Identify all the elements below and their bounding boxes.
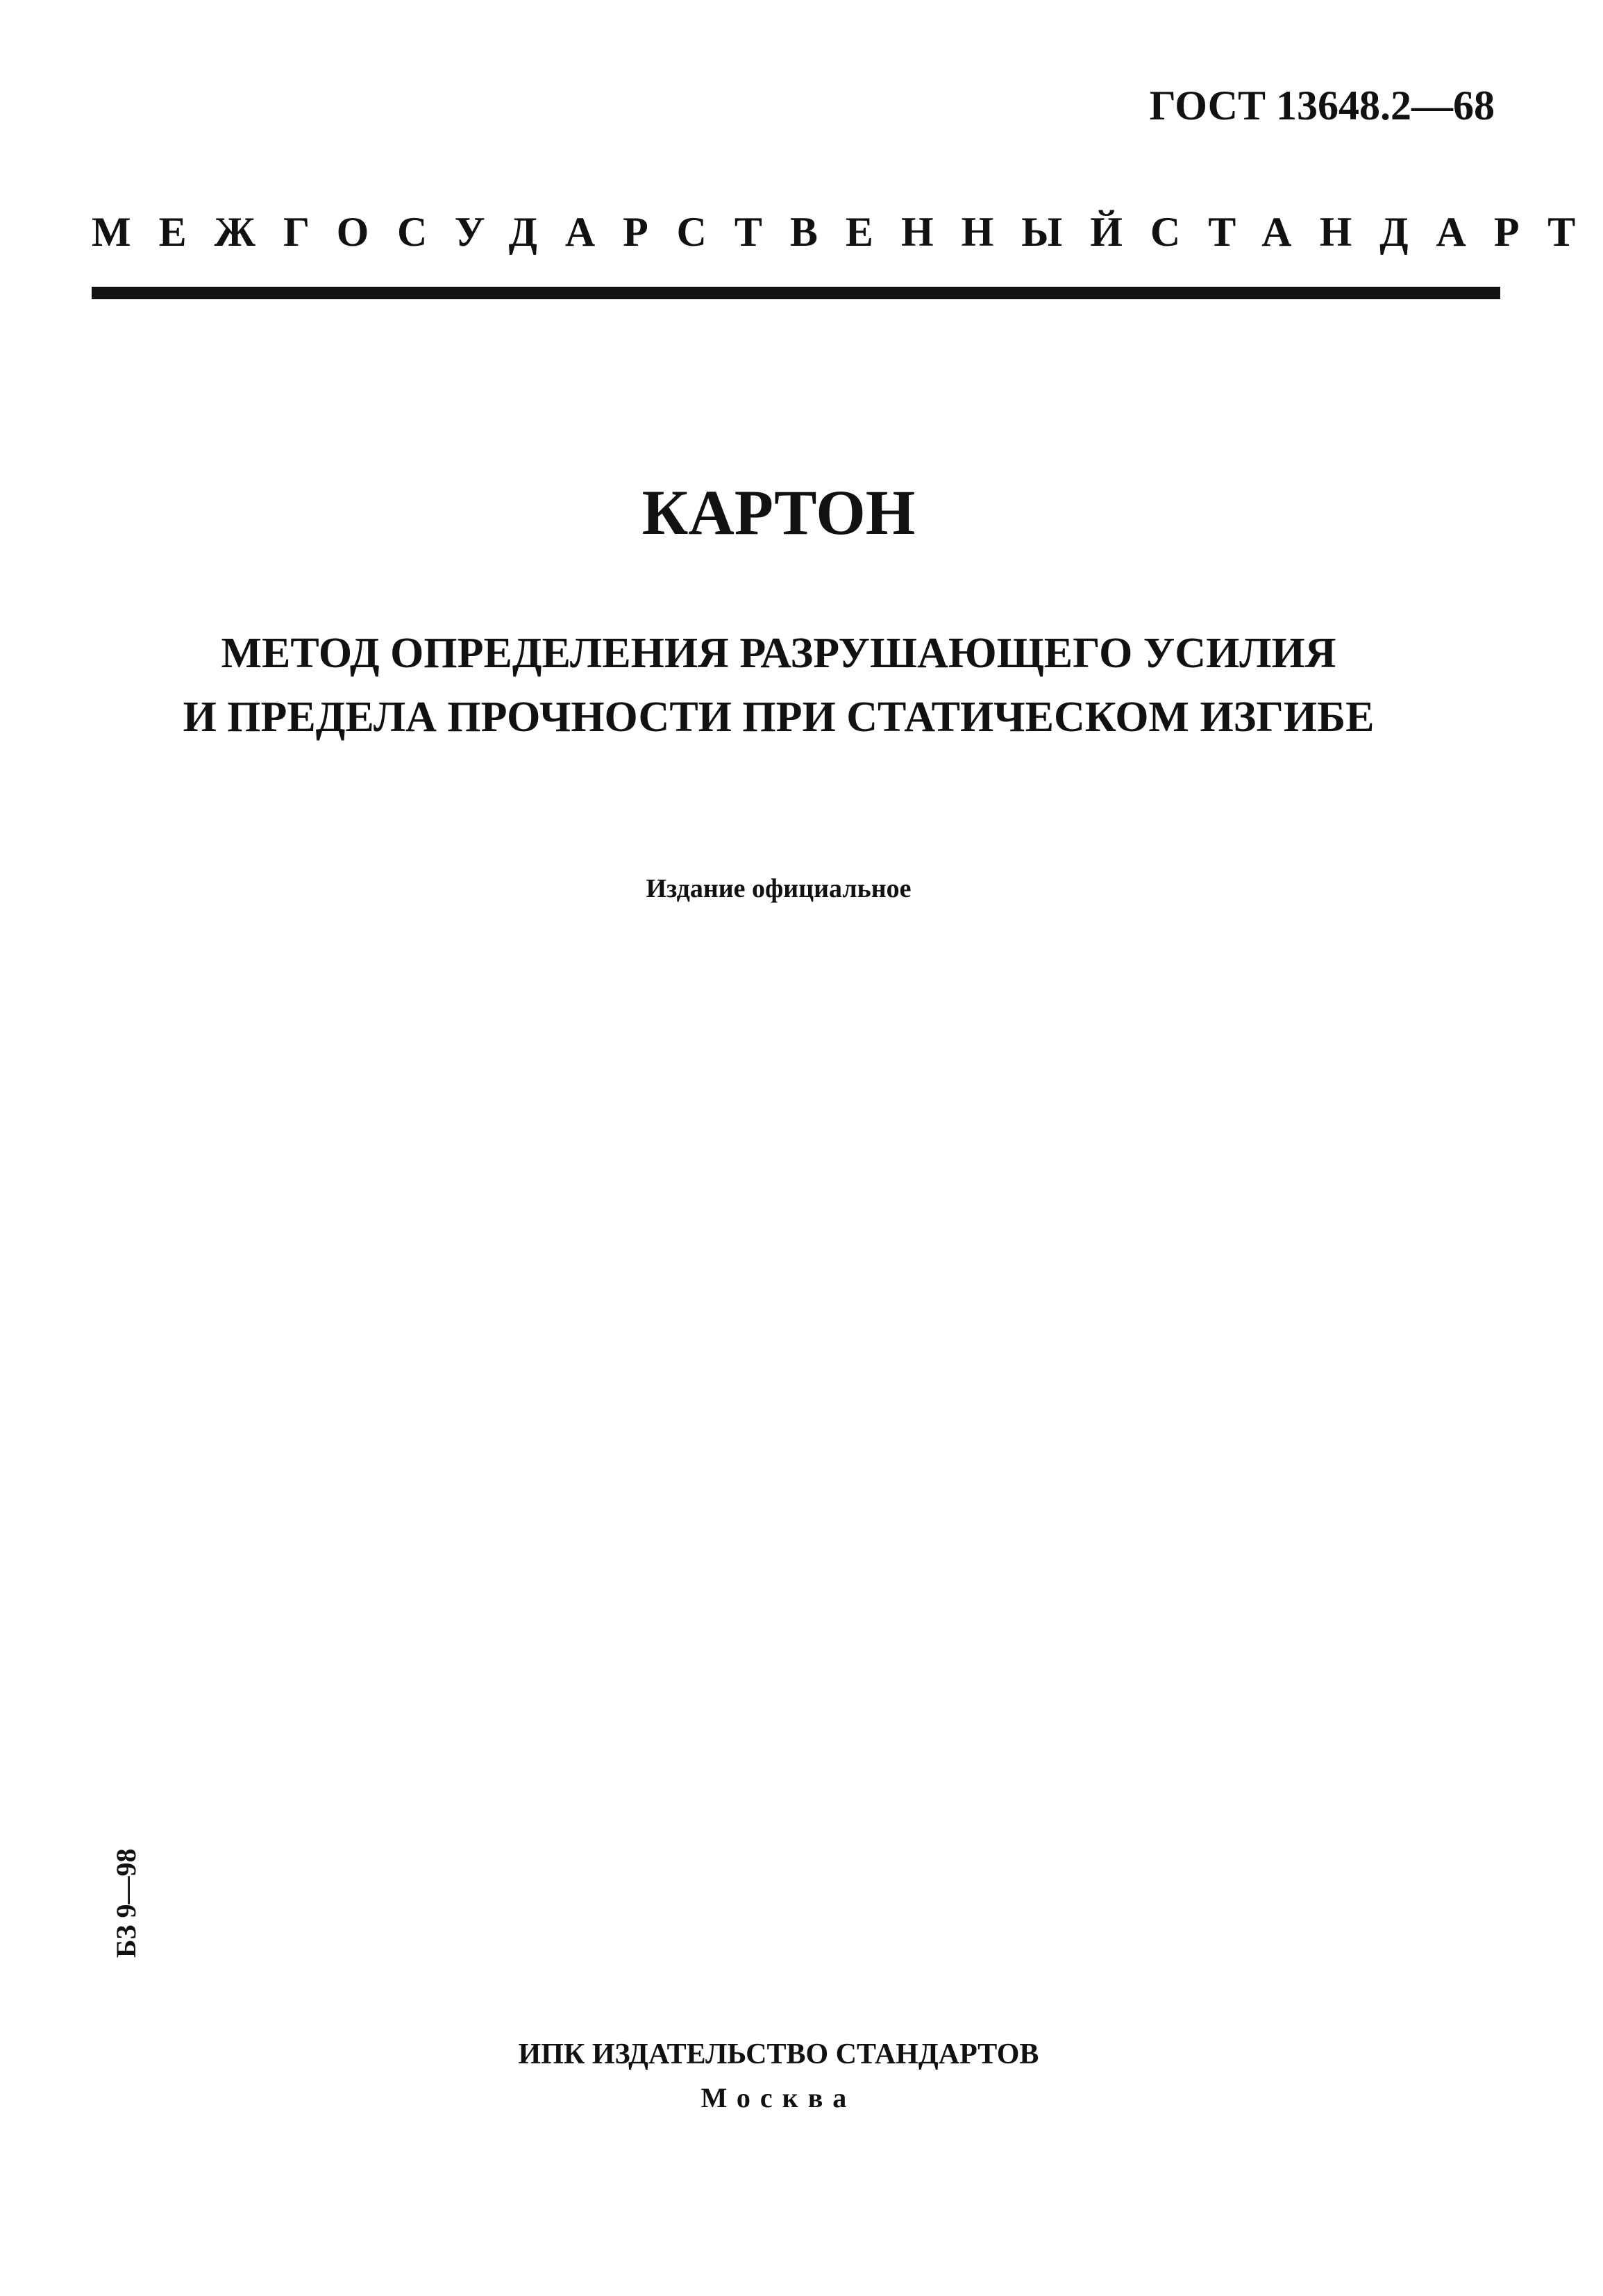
page-title: КАРТОН xyxy=(641,477,916,548)
banner-word-interstate: МЕЖГОСУДАРСТВЕННЫЙ xyxy=(92,209,1150,255)
document-number: ГОСТ 13648.2—68 xyxy=(1149,83,1495,128)
subtitle-line-2: И ПРЕДЕЛА ПРОЧНОСТИ ПРИ СТАТИЧЕСКОМ ИЗГИБЕ xyxy=(183,694,1375,741)
banner-word-standard: СТАНДАРТ xyxy=(1150,209,1603,255)
page-subtitle xyxy=(0,621,1557,749)
side-catalog-code: БЗ 9—98 xyxy=(110,1848,142,1958)
header-rule xyxy=(92,287,1500,299)
publisher-city: Москва xyxy=(700,2082,857,2113)
standard-banner xyxy=(92,208,1603,256)
subtitle-line-1: МЕТОД ОПРЕДЕЛЕНИЯ РАЗРУШАЮЩЕГО УСИЛИЯ xyxy=(221,630,1336,677)
edition-note: Издание официальное xyxy=(646,874,912,903)
publisher-name: ИПК ИЗДАТЕЛЬСТВО СТАНДАРТОВ xyxy=(518,2038,1039,2070)
